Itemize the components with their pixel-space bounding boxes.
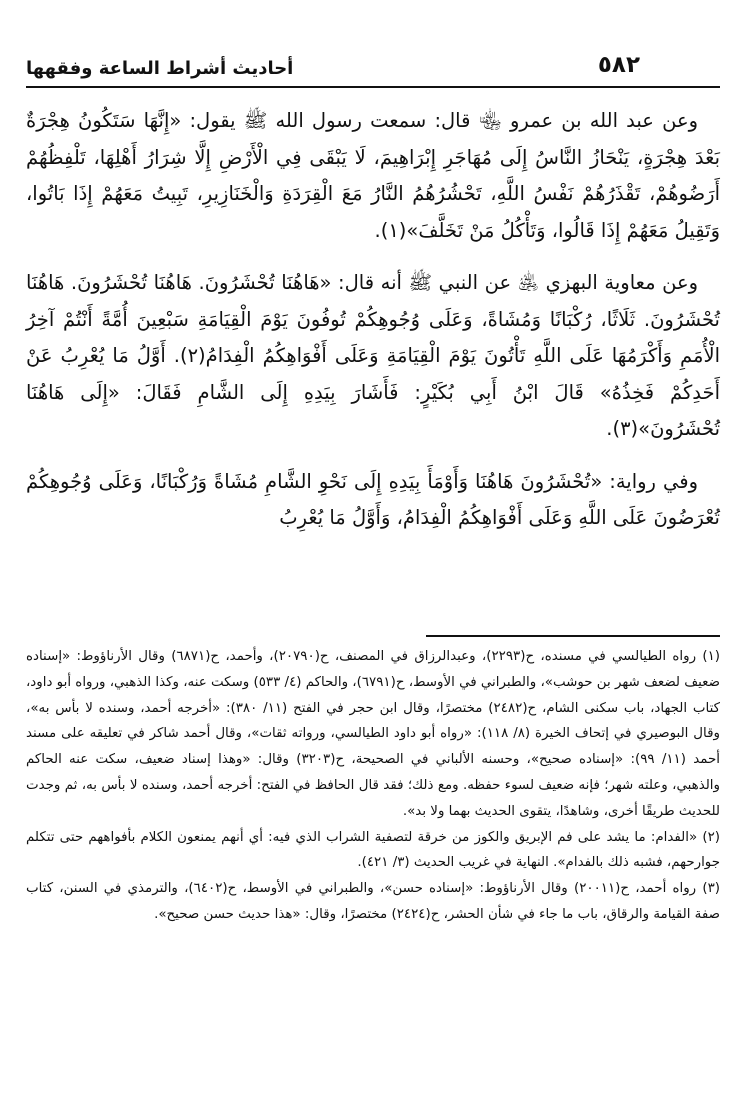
running-title: أحاديث أشراط الساعة وفقهها — [26, 58, 294, 79]
footnote-divider — [426, 635, 720, 637]
footnote-2: (٢) «الفدام: ما يشد على فم الإبريق والكوز من خرقة لتصفية الشراب الذي فيه: أي أنهم يمنعون الكلام بأفواههم حتى تتكلم جوارحهم، فشبه ذلك بالفدام». النهاية في غريب الحديث (٣/ ٤٢١). — [26, 829, 720, 871]
hadith-paragraph-3: وفي رواية: «تُحْشَرُونَ هَاهُنَا وَأَوْمَأَ بِيَدِهِ إِلَى نَحْوِ الشَّامِ مُشَاةً وَرُكْبَانًا، وَعَلَى وُجُوهِكُمْ تُعْرَضُونَ عَلَى اللَّهِ وَعَلَى أَفْوَاهِكُمُ الْفِدَامُ، وَأَوَّلُ مَا يُعْرِبُ — [26, 469, 720, 529]
footnote-1: (١) رواه الطيالسي في مسنده، ح(٢٢٩٣)، وعبدالرزاق في المصنف، ح(٢٠٧٩٠)، وأحمد، ح(٦٨٧١) وقال الأرناؤوط: «إسناده ضعيف لضعف شهر بن حوشب»، والطبراني في الأوسط، ح(٦٧٩١)، والحاكم (٤/ ٥٣٣) وسكت عنه، وكذا الذهبي، ورواه أبو داود، كتاب الجهاد، باب سكنى الشام، ح(٢٤٨٢) مختصرًا، وقال ابن حجر في الفتح (١١/ ٣٨٠): «أخرجه أحمد، وسنده لا بأس به»، وقال البوصيري في إتحاف الخيرة (٨/ ١١٨): «رواه أبو داود الطيالسي، ورواته ثقات»، وقال أحمد شاكر في تعليقه على مسند أحمد (١١/ ٩٩): «إسناده صحيح»، وحسنه الألباني في الصحيحة، ح(٣٢٠٣) وقال: «وهذا إسناد ضعيف، سكت عنه الحاكم والذهبي، وعلته شهر؛ فإنه ضعيف لسوء حفظه. ومع ذلك؛ فقد قال الحافظ في الفتح: أخرجه أحمد، وسنده لا بأس به، ثم وجدت للحديث طريقًا أخرى، وشاهدًا، يتقوى الحديث بهما ولا بد». — [25, 649, 720, 819]
footnote-3: (٣) رواه أحمد، ح(٢٠٠١١) وقال الأرناؤوط: «إسناده حسن»، والطبراني في الأوسط، ح(٦٤٠٢)، والترمذي في السنن، كتاب صفة القيامة والرقاق، باب ما جاء في شأن الحشر، ح(٢٤٢٤) مختصرًا، وقال: «هذا حديث حسن صحيح». — [26, 881, 720, 922]
page-header — [26, 52, 720, 88]
page-number: ٥٨٢ — [597, 52, 640, 78]
hadith-paragraph-2: وعن معاوية البهزي ﵁ عن النبي ﷺ أنه قال: «هَاهُنَا تُحْشَرُونَ. هَاهُنَا تُحْشَرُونَ. هَاهُنَا تُحْشَرُونَ. ثَلَاثًا، رُكْبَانًا وَمُشَاةً، وَعَلَى وُجُوهِكُمْ تُوفُونَ يَوْمَ الْقِيَامَةِ سَبْعِينَ أُمَّةً أَنْتُمْ آخِرُ الْأُمَمِ وَأَكْرَمُهَا عَلَى اللَّهِ تَأْتُونَ يَوْمَ الْقِيَامَةِ وَعَلَى أَفْوَاهِكُمُ الْفِدَامُ(٢). أَوَّلُ مَا يُعْرِبُ عَنْ أَحَدِكُمْ فَخِذُهُ» قَالَ ابْنُ أَبِي بُكَيْرٍ: فَأَشَارَ بِيَدِهِ إِلَى الشَّامِ فَقَالَ: «إِلَى هَاهُنَا تُحْشَرُونَ»(٣). — [26, 271, 721, 440]
main-text — [26, 103, 720, 537]
hadith-paragraph-1: وعن عبد الله بن عمرو ﵄ قال: سمعت رسول الله ﷺ يقول: «إِنَّهَا سَتَكُونُ هِجْرَةٌ بَعْدَ هِجْرَةٍ، يَنْحَازُ النَّاسُ إِلَى مُهَاجَرِ إِبْرَاهِيمَ، لَا يَبْقَى فِي الْأَرْضِ إِلَّا شِرَارُ أَهْلِهَا، تَلْفِظُهُمْ أَرَضُوهُمْ، تَقْذَرُهُمْ نَفْسُ اللَّهِ، تَحْشُرُهُمُ النَّارُ مَعَ الْقِرَدَةِ وَالْخَنَازِيرِ، تَبِيتُ مَعَهُمْ إِذَا بَاتُوا، وَتَقِيلُ مَعَهُمْ إِذَا قَالُوا، وَتَأْكُلُ مَنْ تَخَلَّفَ»(١). — [26, 109, 720, 242]
footnotes — [26, 644, 720, 928]
